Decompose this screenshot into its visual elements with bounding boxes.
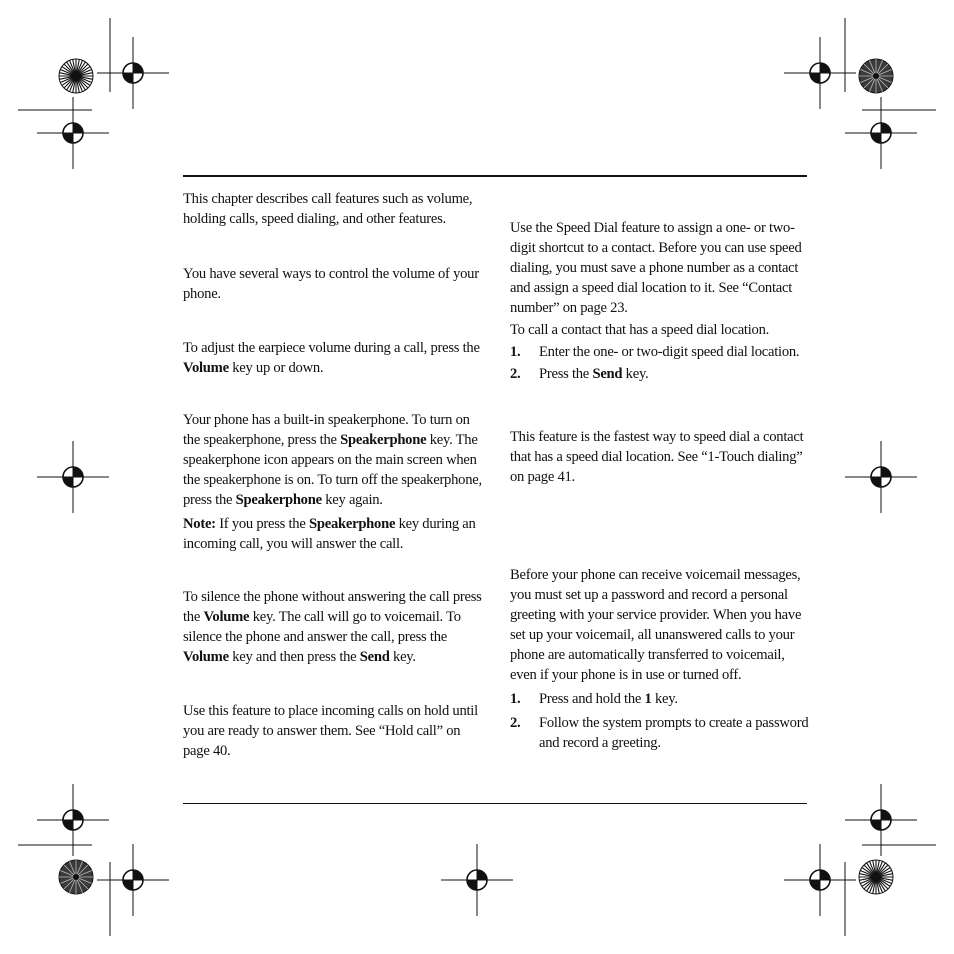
list-item: 1. Enter the one- or two-digit speed dial location. [510,344,800,360]
volume-key-label: Volume [203,609,250,625]
intro-paragraph: This chapter describes call features such as volume, holding calls, speed dialing, and other features. [183,191,473,227]
right-column [510,218,810,753]
footer-rule [183,803,807,804]
send-key-label: Send [359,649,390,665]
speed-dial-paragraph: Use the Speed Dial feature to assign a one- or two-digit shortcut to a contact. Before you can use speed dialing, you must save a phone number as a contact and assign a speed dial location to it. See “Contact number” on page 23. [510,220,802,316]
one-key-label: 1 [644,691,652,707]
speakerphone-key-label: Speakerphone [308,516,396,532]
volume-paragraph: You have several ways to control the volume of your phone. [183,266,479,302]
earpiece-volume-paragraph: To adjust the earpiece volume during a call, press the Volume key up or down. [183,340,480,376]
note-paragraph: Note: If you press the Speakerphone key during an incoming call, you will answer the call. [183,516,476,552]
voicemail-steps [510,689,810,753]
one-touch-paragraph: This feature is the fastest way to speed dial a contact that has a speed dial location. See “1-Touch dialing” on page 41. [510,429,804,485]
speakerphone-key-label: Speakerphone [235,492,322,508]
header-rule [183,175,807,177]
send-key-label: Send [592,366,623,382]
speakerphone-paragraph: Your phone has a built-in speakerphone. To turn on the speakerphone, press the Speakerphone key. The speakerphone icon appears on the main screen when the speakerphone is on. To turn off the speakerphone, press the Speakerphone key again. [183,412,482,508]
list-item: 1. Press and hold the 1 key. [510,691,678,707]
silence-paragraph: To silence the phone without answering the call press the Volume key. The call will go to voicemail. To silence the phone and answer the call, press the Volume key and then press the Send key. [183,589,482,665]
voicemail-paragraph: Before your phone can receive voicemail messages, you must set up a password and record a personal greeting with your service provider. When you have set up your voicemail, all unanswered calls to your phone are automatically transferred to voicemail, even if your phone is in use or turned off. [510,567,802,683]
volume-key-label: Volume [183,360,229,376]
speed-dial-steps [510,342,810,384]
call-contact-paragraph: To call a contact that has a speed dial location. [510,322,770,338]
speakerphone-key-label: Speakerphone [340,432,427,448]
list-item: 2. Press the Send key. [510,366,649,382]
volume-key-label: Volume [183,649,229,665]
hold-paragraph: Use this feature to place incoming calls on hold until you are ready to answer them. See “Hold call” on page 40. [183,703,478,759]
list-item: 2. Follow the system prompts to create a password and record a greeting. [510,715,809,751]
note-label: Note: [183,516,216,532]
left-column [183,189,483,761]
